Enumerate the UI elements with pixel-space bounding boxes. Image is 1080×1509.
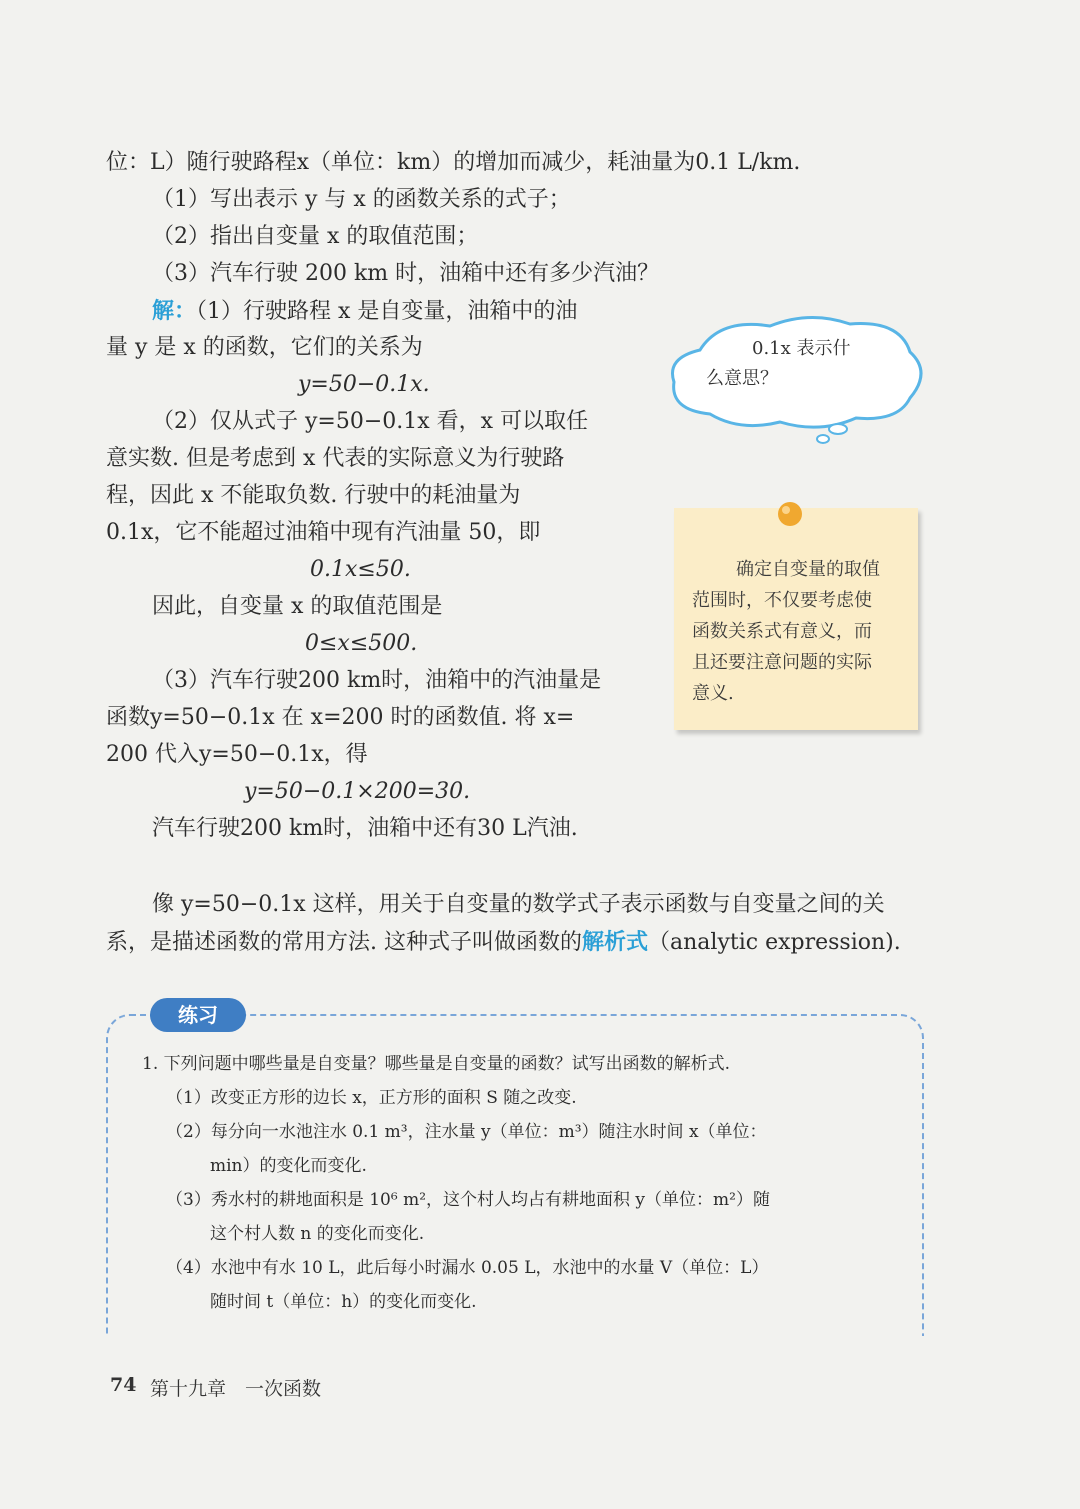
solution-text-1a: （1）行驶路程 x 是自变量，油箱中的油 [196,299,578,324]
term-analytic-expression: 解析式 [582,929,649,955]
solution-line-4: 意实数. 但是考虑到 x 代表的实际意义为行驶路 [106,446,565,471]
cloud-question-line-2: 么意思？ [706,368,778,389]
solution-line-9: 函数y=50−0.1x 在 x=200 时的函数值. 将 x= [106,705,575,730]
exercise-item-4-cont: 随时间 t（单位：h）的变化而变化. [210,1292,477,1312]
note-line-2: 范围时，不仅要考虑使 [692,590,872,611]
problem-question-2: （2）指出自变量 x 的取值范围； [152,224,479,249]
solution-line-2: 量 y 是 x 的函数，它们的关系为 [106,335,423,360]
exercise-item-4: （4）水池中有水 10 L，此后每小时漏水 0.05 L，水池中的水量 V（单位：L） [166,1258,769,1278]
exercise-tab: 练习 [150,998,246,1032]
problem-question-3: （3）汽车行驶 200 km 时，油箱中还有多少汽油？ [152,261,660,286]
solution-line-5: 程，因此 x 不能取负数. 行驶中的耗油量为 [106,483,521,508]
exercise-item-3: （3）秀水村的耕地面积是 10⁶ m²，这个村人均占有耕地面积 y（单位：m²）随 [166,1190,770,1210]
note-line-1: 确定自变量的取值 [736,559,880,580]
thought-cloud-icon [660,310,930,450]
definition-english: （analytic expression). [648,930,901,955]
problem-question-1: （1）写出表示 y 与 x 的函数关系的式子； [152,187,571,212]
formula-1: y=50−0.1x. [298,372,430,397]
solution-label: 解： [152,298,197,324]
exercise-item-3-cont: 这个村人数 n 的变化而变化. [210,1224,425,1244]
solution-line-11: 汽车行驶200 km时，油箱中还有30 L汽油. [152,816,578,841]
note-line-3: 函数关系式有意义，而 [692,621,872,642]
definition-text: 系，是描述函数的常用方法. 这种式子叫做函数的 [106,930,582,955]
sticky-note [674,508,918,730]
page-number: 74 [110,1374,137,1396]
formula-3: 0≤x≤500. [305,631,418,656]
formula-2: 0.1x≤50. [310,557,411,582]
solution-line-7: 因此，自变量 x 的取值范围是 [152,594,443,619]
exercise-item-1: （1）改变正方形的边长 x，正方形的面积 S 随之改变. [166,1088,577,1108]
chapter-title: 第十九章 一次函数 [150,1378,322,1400]
solution-line-8: （3）汽车行驶200 km时，油箱中的汽油量是 [152,668,602,693]
exercise-item-2: （2）每分向一水池注水 0.1 m³，注水量 y（单位：m³）随注水时间 x（单位： [166,1122,767,1142]
exercise-item-2-cont: min）的变化而变化. [210,1156,367,1176]
solution-line-6: 0.1x，它不能超过油箱中现有汽油量 50，即 [106,520,541,545]
formula-4: y=50−0.1×200=30. [244,779,471,804]
cloud-question-line-1: 0.1x 表示什 [752,338,851,359]
definition-line-1: 像 y=50−0.1x 这样，用关于自变量的数学式子表示函数与自变量之间的关 [152,892,885,917]
solution-line-10: 200 代入y=50−0.1x，得 [106,742,368,767]
solution-line-3: （2）仅从式子 y=50−0.1x 看，x 可以取任 [152,409,589,434]
definition-line-2 [106,927,901,958]
pushpin-icon [770,494,810,534]
solution-line-1 [152,296,577,327]
note-line-5: 意义. [692,683,734,704]
problem-line-1: 位：L）随行驶路程x（单位：km）的增加而减少，耗油量为0.1 L/km. [106,150,801,175]
exercise-question-1: 1. 下列问题中哪些量是自变量？哪些量是自变量的函数？试写出函数的解析式. [142,1054,731,1074]
note-line-4: 且还要注意问题的实际 [692,652,872,673]
